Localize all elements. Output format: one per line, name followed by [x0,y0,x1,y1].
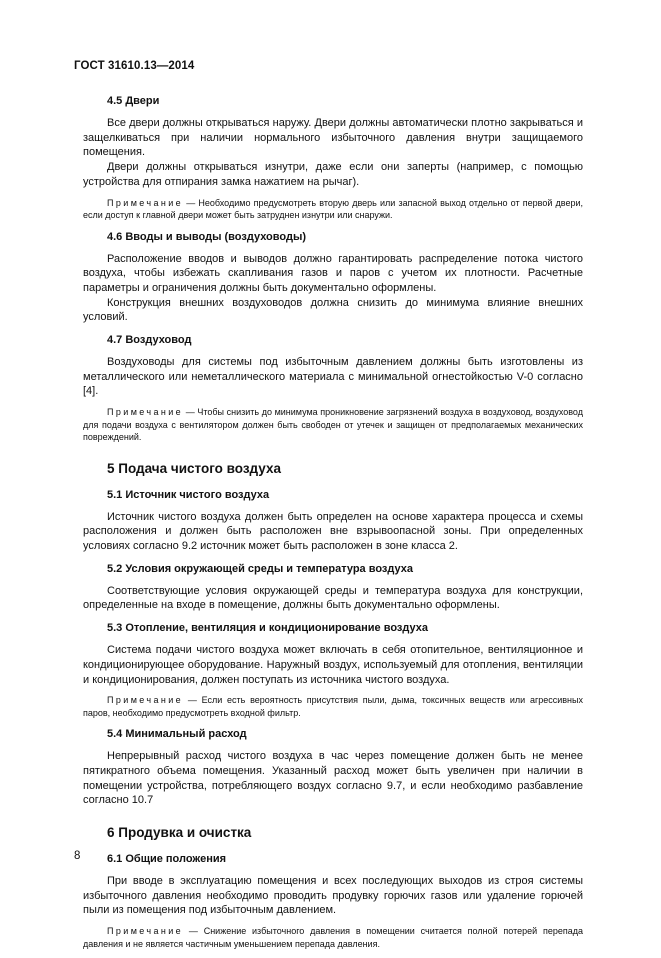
document-code-header: ГОСТ 31610.13—2014 [74,60,195,72]
paragraph: Воздуховоды для системы под избыточным давлением должны быть изготовлены из металлического или неметаллического материала с минимальной огнестойкостью V-0 согласно [4]. [83,356,583,398]
section-6-1 [83,852,583,950]
note-label: Примечание [107,407,184,418]
note-text: — Если есть вероятность присутствия пыли, дыма, токсичных веществ или агрессивных паров, необходимо предусмотреть входной фильтр. [83,695,583,718]
section-5-4 [83,727,583,808]
paragraph: Источник чистого воздуха должен быть определен на основе характера процесса и схемы расположения и должен быть расположен вне взрывоопасной зоны. При определенных условиях согласно 9.2 источник может быть расположен в зоне класса 2. [83,510,583,553]
section-title: 4.7 Воздуховод [107,334,192,347]
paragraph: Конструкция внешних воздуховодов должна снизить до минимума влияние внешних условий. [83,296,583,324]
note [83,197,583,222]
note-label: Примечание [107,926,184,937]
paragraph: Все двери должны открываться наружу. Двери должны автоматически плотно закрываться и защелкиваться при наличии нормального избыточного давления внутри защищаемого помещения. [83,117,583,159]
paragraph: Соответствующие условия окружающей среды и температура воздуха для конструкции, определенные на входе в помещение, должны быть документально оформлены. [83,584,583,612]
section-5-1 [83,488,583,554]
document-body [83,94,583,958]
section-title: 5.4 Минимальный расход [107,728,247,741]
page-number: 8 [74,850,81,862]
note-label: Примечание [107,197,184,208]
chapter-title: 5 Подача чистого воздуха [107,460,281,476]
chapter-title: 6 Продувка и очистка [107,825,252,841]
section-4-5 [83,94,583,222]
section-5-2 [83,562,583,613]
paragraph: Система подачи чистого воздуха может включать в себя отопительное, вентиляционное и кондиционирующее оборудование. Наружный воздух, используемый для отопления, вентиляции и кондиционирования, должен поступать из источника чистого воздуха. [83,644,583,686]
section-title: 5.3 Отопление, вентиляция и кондиционирование воздуха [107,622,428,635]
section-title: 4.6 Вводы и выводы (воздуховоды) [107,230,306,243]
note [83,406,583,444]
section-4-7 [83,333,583,444]
note-text: — Снижение избыточного давления в помещении считается полной потерей перепада давления и не является частичным уменьшением перепада давления. [83,926,583,949]
paragraph: Непрерывный расход чистого воздуха в час через помещение должен быть не менее пятикратного объема помещения. Указанный расход может быть увеличен при наличии в помещении устройства, потребляющего воздух согласно 9.7, и если необходимо разбавление согласно 10.7 [83,750,583,807]
section-title: 5.2 Условия окружающей среды и температура воздуха [107,562,413,575]
paragraph: При вводе в эксплуатацию помещения и всех последующих выходов из строя системы избыточного давления необходимо проводить продувку горючих газов или удаление горючей пыли из помещения под избыточным давлением. [83,875,583,917]
section-title: 5.1 Источник чистого воздуха [107,488,270,501]
note-text: — Необходимо предусмотреть вторую дверь или запасной выход отдельно от первой двери, если доступ к главной двери может быть затруднен изнутри или снаружи. [83,197,583,221]
note [83,925,583,950]
section-5-3 [83,621,583,719]
paragraph: Двери должны открываться изнутри, даже если они заперты (например, с помощью устройства для отпирания замка нажатием на рычаг). [83,161,583,188]
section-title: 6.1 Общие положения [107,853,227,866]
note [83,694,583,719]
section-4-6 [83,230,583,326]
note-text: — Чтобы снизить до минимума проникновение загрязнений воздуха в воздуховод, воздуховод для подачи воздуха с вентилятором должен быть свободен от утечек и защищен от предполагаемых механических повреждений. [83,407,583,443]
paragraph: Расположение вводов и выводов должно гарантировать распределение потока чистого воздуха, чтобы избежать скапливания газов и паров с учетом их плотности. Расчетные параметры и ограничения должны быть документально оформлены. [83,252,583,294]
section-title: 4.5 Двери [107,95,160,107]
note-label: Примечание [107,695,184,706]
